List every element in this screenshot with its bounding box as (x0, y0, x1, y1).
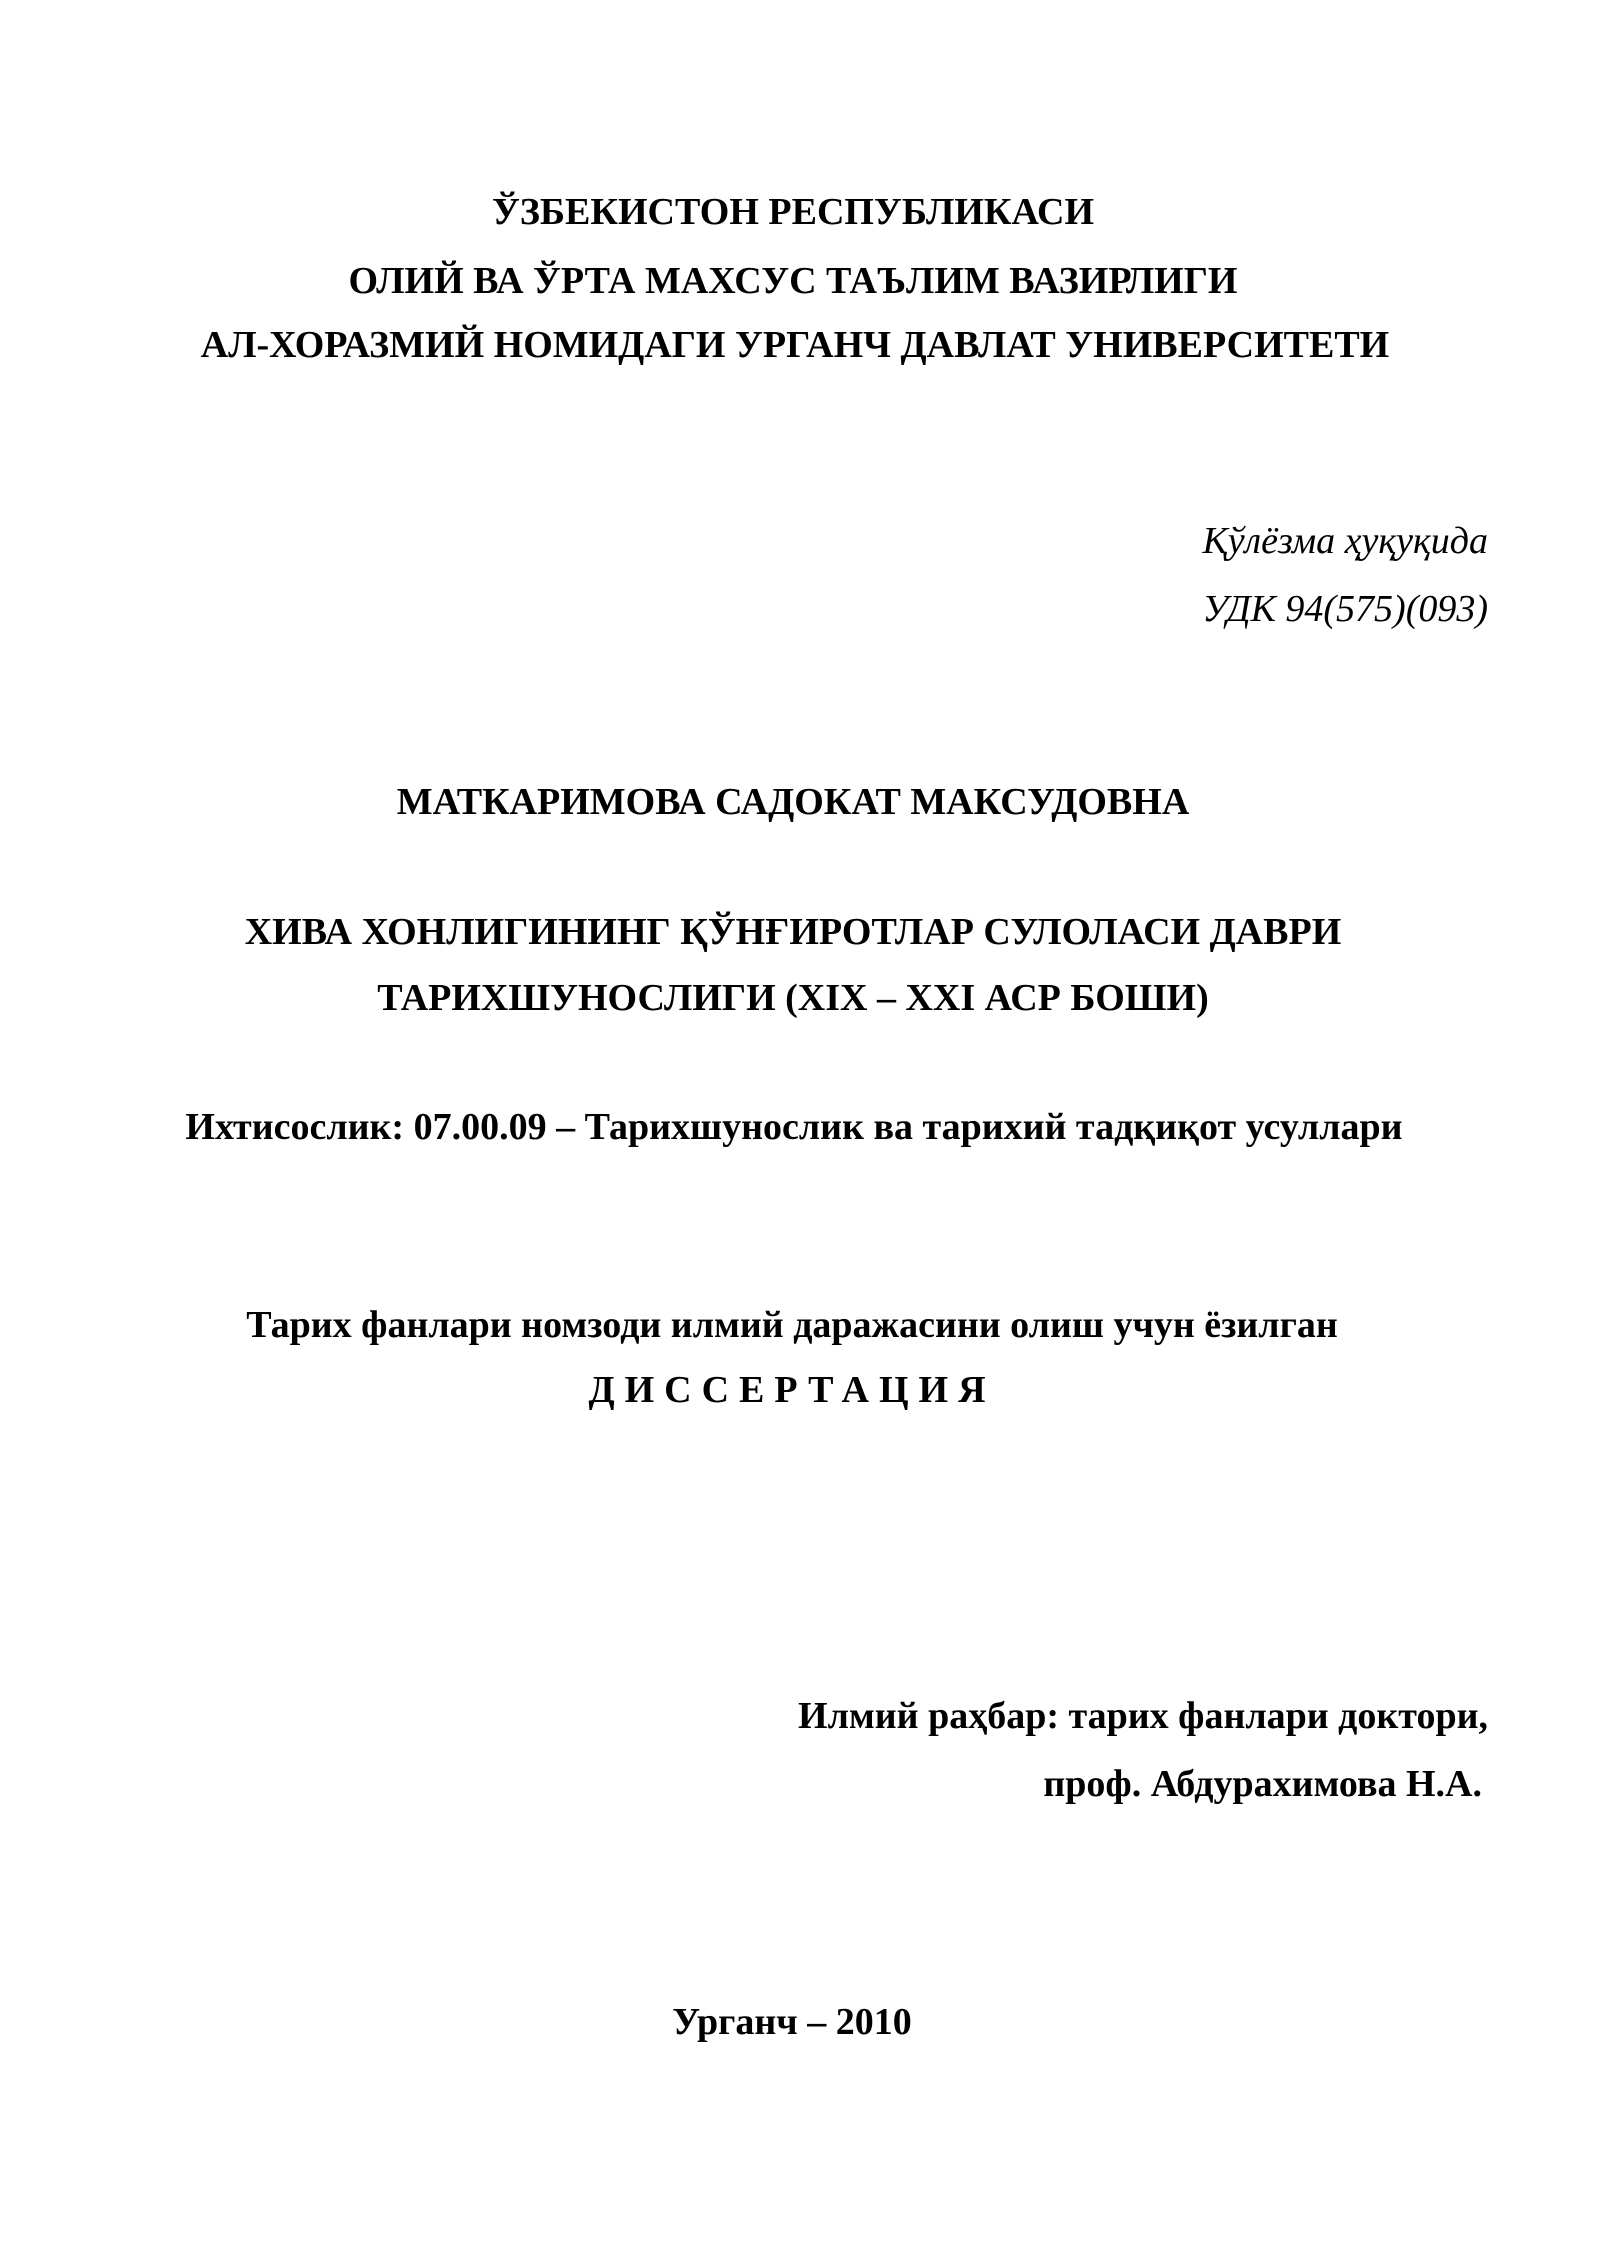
document-type: ДИССЕРТАЦИЯ (588, 1369, 996, 1411)
specialty: Ихтисослик: 07.00.09 – Тарихшунослик ва тарихий тадқиқот усуллари (185, 1106, 1403, 1148)
supervisor-name: проф. Абдурахимова Н.А. (1043, 1763, 1482, 1805)
title-line-2: ТАРИХШУНОСЛИГИ (XIX – XXI АСР БОШИ) (377, 977, 1209, 1019)
manuscript-rights: Қўлёзма ҳуқуқида (1202, 520, 1488, 562)
header-university: АЛ-ХОРАЗМИЙ НОМИДАГИ УРГАНЧ ДАВЛАТ УНИВЕРСИТЕТИ (200, 324, 1390, 366)
author-name: МАТКАРИМОВА САДОКАТ МАКСУДОВНА (396, 781, 1190, 823)
header-country: ЎЗБЕКИСТОН РЕСПУБЛИКАСИ (491, 191, 1095, 233)
supervisor-title: Илмий раҳбар: тарих фанлари доктори, (798, 1695, 1488, 1737)
degree-purpose: Тарих фанлари номзоди илмий даражасини олиш учун ёзилган (246, 1304, 1338, 1346)
title-line-1: ХИВА ХОНЛИГИНИНГ ҚЎНҒИРОТЛАР СУЛОЛАСИ ДАВРИ (244, 911, 1342, 953)
place-year: Урганч – 2010 (672, 2001, 912, 2043)
header-ministry: ОЛИЙ ВА ЎРТА МАХСУС ТАЪЛИМ ВАЗИРЛИГИ (348, 260, 1238, 302)
udc-code: УДК 94(575)(093) (1202, 588, 1488, 630)
